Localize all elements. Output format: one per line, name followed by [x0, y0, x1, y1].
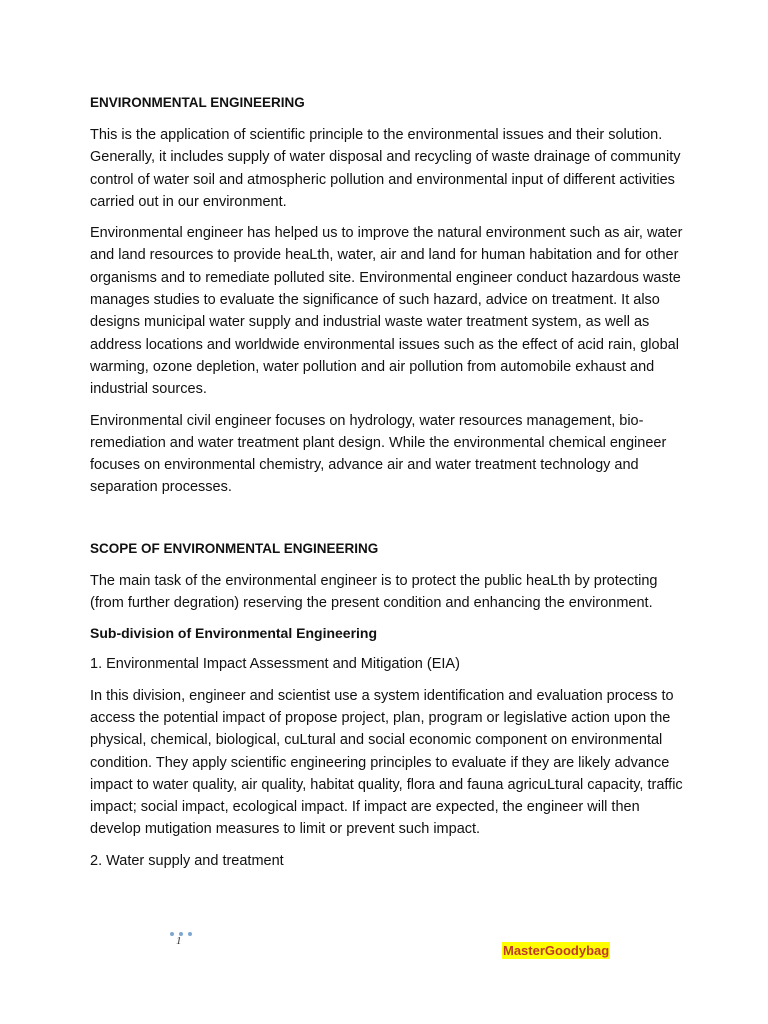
page-number-indicator	[170, 932, 196, 954]
section-spacer	[90, 508, 690, 540]
subheading-subdivision: Sub-division of Environmental Engineering	[90, 625, 378, 642]
document-body	[90, 94, 690, 881]
brand-watermark: MasterGoodybag	[503, 943, 610, 958]
page-number: 1	[176, 935, 182, 947]
heading-environmental-engineering: ENVIRONMENTAL ENGINEERING	[90, 95, 305, 110]
list-item-water-supply: 2. Water supply and treatment	[90, 852, 284, 869]
paragraph-eia-description: In this division, engineer and scientist use a system identification and evaluation process to access the potential impact of propose project, plan, program or legislative action upon the physical, chemical, biological, cuLtural and social economic component on environmental condition. They apply scientific engineering principles to evaluate if they are likely advance impact to water quality, air quality, habitat quality, flora and fauna agricuLtural capacity, traffic impact; social impact, ecological impact. If impact are expected, the engineer will then develop mutigation measures to limit or prevent such impact.	[90, 687, 683, 838]
paragraph-civil-chemical: Environmental civil engineer focuses on hydrology, water resources management, bio-remediation and water treatment plant design. While the environmental chemical engineer focuses on environmental chemistry, advance air and water treatment technology and separation processes.	[90, 412, 667, 496]
paragraph-intro: This is the application of scientific principle to the environmental issues and their solution. Generally, it includes supply of water disposal and recycling of waste drainage of community control of water soil and atmospheric pollution and environmental input of different activities carried out in our environment.	[90, 127, 681, 210]
paragraph-main-task: The main task of the environmental engineer is to protect the public heaLth by protecting (from further degration) reserving the present condition and enhancing the environment.	[90, 572, 658, 612]
list-item-eia: 1. Environmental Impact Assessment and Mitigation (EIA)	[90, 656, 460, 673]
paragraph-improvements: Environmental engineer has helped us to improve the natural environment such as air, water and land resources to provide heaLth, water, air and land for human habitation and for other organisms and to remediate polluted site. Environmental engineer conduct hazardous waste manages studies to evaluate the significance of such hazard, advice on treatment. It also designs municipal water supply and industrial waste water treatment system, as well as address locations and worldwide environmental issues such as the effect of acid rain, global warming, ozone depletion, water pollution and air pollution from automobile exhaust and industrial sources.	[90, 225, 683, 398]
heading-scope: SCOPE OF ENVIRONMENTAL ENGINEERING	[90, 540, 379, 556]
